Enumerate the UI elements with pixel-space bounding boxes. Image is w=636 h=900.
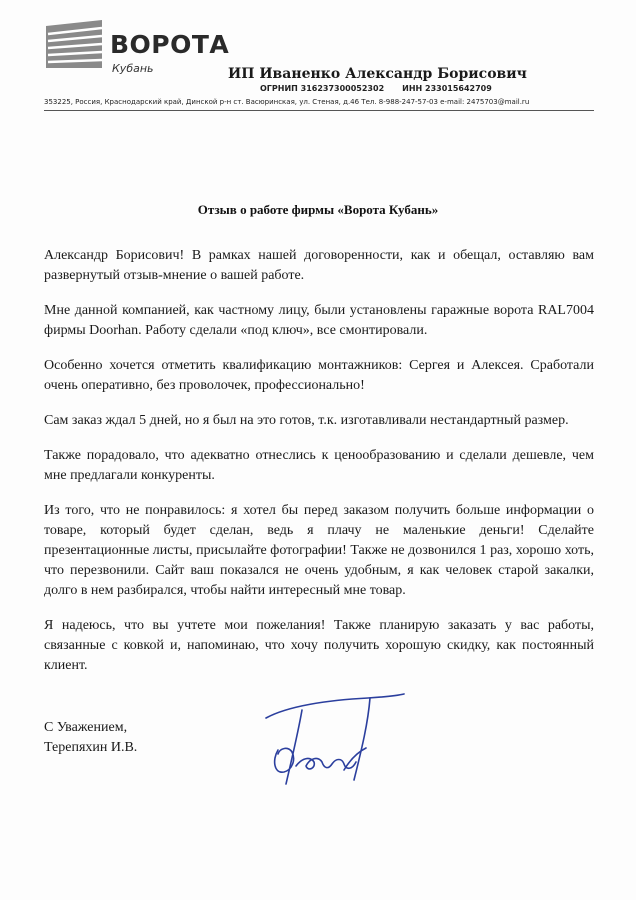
signer-name: Терепяхин И.В. (44, 740, 138, 755)
registration-numbers (260, 84, 510, 93)
paragraph: Я надеюсь, что вы учтете мои пожелания! Также планирую заказать у вас работы, связанные с ковкой и, напоминаю, что хочу получить хорошую скидку, как постоянный клиент. (44, 618, 594, 673)
paragraph: Александр Борисович! В рамках нашей договоренности, как и обещал, оставляю вам развернутый отзыв-мнение о вашей работе. (44, 248, 594, 283)
closing-line: С Уважением, (44, 720, 128, 735)
header-divider (44, 110, 594, 111)
paragraph: Из того, что не понравилось: я хотел бы перед заказом получить больше информации о товаре, который будет сделан, ведь я плачу не маленькие деньги! Сделайте презентационные листы, присылайте фотографии! Также не дозвонился 1 раз, хорошо хоть, что перезвонили. Сайт ваш показался не очень удобным, я как человек старой закалки, долго в нем разбирался, чтобы найти интересный мне товар. (44, 503, 594, 598)
letter-body (44, 246, 594, 691)
paragraph: Также порадовало, что адекватно отнеслись к ценообразованию и сделали дешевле, чем мне предлагали конкуренты. (44, 448, 594, 483)
brand-name: ВОРОТА (110, 30, 230, 59)
paragraph: Мне данной компанией, как частному лицу, были установлены гаражные ворота RAL7004 фирмы Doorhan. Работу сделали «под ключ», все смонтировали. (44, 303, 594, 338)
paragraph: Особенно хочется отметить квалификацию монтажников: Сергея и Алексея. Сработали очень оперативно, без проволочек, профессионально! (44, 358, 594, 393)
inn-number: ИНН 233015642709 (402, 84, 492, 93)
company-address: 353225, Россия, Краснодарский край, Динской р-н ст. Васюринская, ул. Стеная, д.46 Тел. 8-988-247-57-03 e-mail: 2475703@mail.ru (44, 98, 530, 106)
letter-title: Отзыв о работе фирмы «Ворота Кубань» (197, 202, 439, 217)
paragraph: Сам заказ ждал 5 дней, но я был на это готов, т.к. изготавливали нестандартный размер. (44, 413, 569, 428)
ogrnip-number: ОГРНИП 316237300052302 (260, 84, 385, 93)
brand-subtitle: Кубань (112, 62, 154, 75)
letter-closing (44, 718, 137, 758)
company-name: ИП Иваненко Александр Борисович (228, 66, 527, 82)
handwritten-signature (258, 688, 408, 798)
